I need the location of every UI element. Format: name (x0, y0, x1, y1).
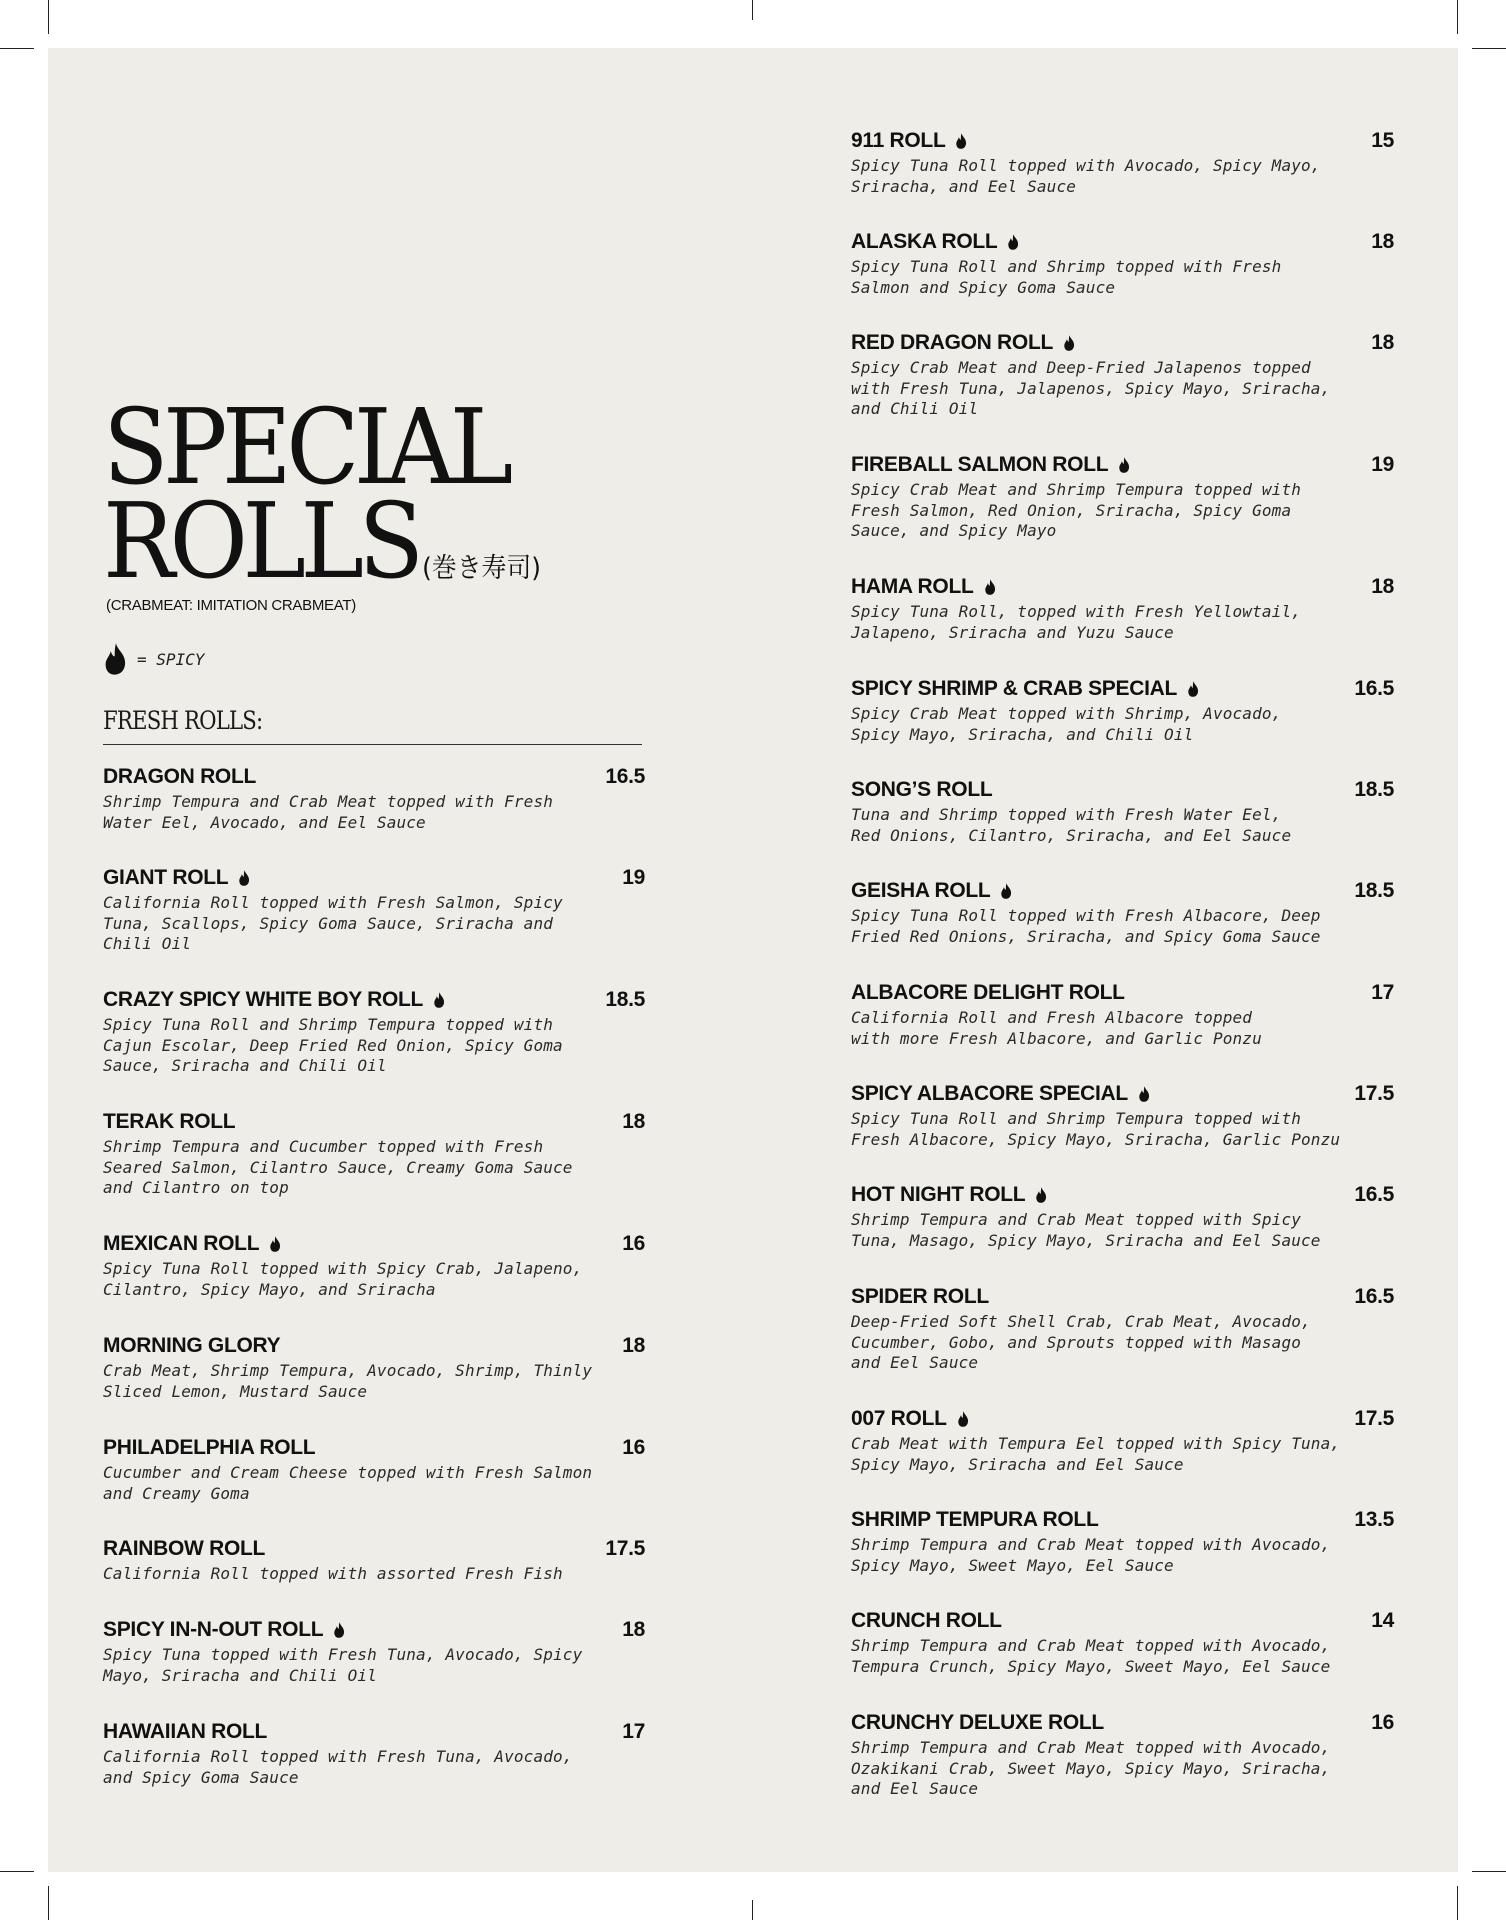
menu-item (103, 1333, 645, 1402)
menu-item-description: Shrimp Tempura and Crab Meat topped with Spicy Tuna, Masago, Spicy Mayo, Sriracha and Eel Sauce (851, 1210, 1321, 1250)
menu-item-description: Crab Meat with Tempura Eel topped with Spicy Tuna, Spicy Mayo, Sriracha and Eel Sauce (851, 1434, 1341, 1474)
menu-item-name (103, 1537, 265, 1561)
flame-icon (103, 643, 129, 675)
menu-item-name (103, 1232, 282, 1256)
menu-item-name (103, 1110, 235, 1134)
menu-item-price: 18 (1371, 575, 1394, 598)
menu-item-description: Spicy Crab Meat topped with Shrimp, Avocado, Spicy Mayo, Sriracha, and Chili Oil (851, 704, 1282, 744)
menu-item-name-text: DRAGON ROLL (103, 765, 257, 788)
flame-icon (238, 870, 251, 886)
menu-item (851, 980, 1394, 1049)
menu-item-price: 16.5 (1354, 677, 1394, 700)
menu-item (103, 1536, 645, 1585)
menu-item-price: 17 (1371, 981, 1394, 1004)
crabmeat-note: (CRABMEAT: IMITATION CRABMEAT) (106, 597, 356, 614)
menu-item-description: California Roll topped with Fresh Salmon, Spicy Tuna, Scallops, Spicy Goma Sauce, Sriracha and Chili Oil (103, 893, 563, 953)
crop-mark (48, 0, 49, 34)
crop-mark (0, 1871, 34, 1872)
menu-item (103, 1617, 645, 1686)
menu-item-name (103, 1334, 280, 1358)
menu-item-price: 19 (622, 866, 645, 889)
menu-item-name-text: FIREBALL SALMON ROLL (851, 453, 1109, 476)
menu-item (851, 1507, 1394, 1576)
menu-item-name (851, 1285, 989, 1309)
spicy-legend-label: = SPICY (137, 649, 205, 669)
menu-item-name-text: SPICY IN-N-OUT ROLL (103, 1618, 324, 1641)
menu-item-description: California Roll topped with assorted Fresh Fish (103, 1564, 563, 1583)
menu-item-description: Shrimp Tempura and Cucumber topped with Fresh Seared Salmon, Cilantro Sauce, Creamy Goma Sauce and Cilantro on top (103, 1137, 573, 1197)
menu-item-description: California Roll topped with Fresh Tuna, Avocado, and Spicy Goma Sauce (103, 1747, 573, 1787)
menu-item-description: Shrimp Tempura and Crab Meat topped with Avocado, Tempura Crunch, Spicy Mayo, Sweet Mayo, Eel Sauce (851, 1636, 1331, 1676)
menu-item-description: Shrimp Tempura and Crab Meat topped with Avocado, Spicy Mayo, Sweet Mayo, Eel Sauce (851, 1535, 1331, 1575)
crop-mark (752, 1900, 753, 1920)
menu-item-price: 16 (1371, 1711, 1394, 1734)
right-menu-column (851, 128, 1394, 1808)
menu-item (851, 1081, 1394, 1150)
menu-item (851, 574, 1394, 643)
menu-item-price: 18 (1371, 230, 1394, 253)
section-heading-fresh-rolls: FRESH ROLLS: (103, 706, 263, 735)
menu-item-description: Cucumber and Cream Cheese topped with Fresh Salmon and Creamy Goma (103, 1463, 593, 1503)
menu-item-price: 15 (1371, 129, 1394, 152)
menu-item-name (103, 765, 256, 789)
menu-item-price: 17 (622, 1720, 645, 1743)
menu-item-header (851, 229, 1394, 255)
menu-item-header (851, 1507, 1394, 1533)
menu-item-name-text: MORNING GLORY (103, 1334, 281, 1357)
menu-item-description: Spicy Crab Meat and Deep-Fried Jalapenos topped with Fresh Tuna, Jalapenos, Spicy Mayo, Sriracha, and Chili Oil (851, 358, 1331, 418)
menu-item-price: 17.5 (1354, 1082, 1394, 1105)
flame-icon (1063, 335, 1076, 351)
menu-item-name (851, 778, 992, 802)
menu-item-price: 18.5 (1354, 778, 1394, 801)
menu-item-price: 17.5 (605, 1537, 645, 1560)
menu-item-price: 18 (622, 1618, 645, 1641)
menu-item-price: 19 (1371, 453, 1394, 476)
menu-item-description: Crab Meat, Shrimp Tempura, Avocado, Shrimp, Thinly Sliced Lemon, Mustard Sauce (103, 1361, 593, 1401)
menu-item-header (851, 1406, 1394, 1432)
title-line-rolls: ROLLS (巻き寿司) (103, 480, 541, 602)
crop-mark (0, 48, 34, 49)
menu-item-name-text: 007 ROLL (851, 1407, 947, 1430)
menu-item-price: 18.5 (1354, 879, 1394, 902)
menu-item-name-text: SONG’S ROLL (851, 778, 993, 801)
flame-icon (984, 579, 997, 595)
crop-mark (1472, 48, 1506, 49)
menu-item (851, 1406, 1394, 1475)
menu-item-header (103, 1333, 645, 1359)
flame-icon (1000, 883, 1013, 899)
menu-item-name-text: RAINBOW ROLL (103, 1537, 266, 1560)
menu-item-price: 16.5 (605, 765, 645, 788)
menu-item-name (851, 1508, 1098, 1532)
menu-item-description: Spicy Tuna Roll topped with Spicy Crab, Jalapeno, Cilantro, Spicy Mayo, and Sriracha (103, 1259, 583, 1299)
menu-item-header (851, 1182, 1394, 1208)
menu-item-description: Spicy Tuna Roll topped with Fresh Albacore, Deep Fried Red Onions, Sriracha, and Spicy Goma Sauce (851, 906, 1321, 946)
menu-item-name (851, 331, 1076, 355)
menu-item-name-text: PHILADELPHIA ROLL (103, 1436, 316, 1459)
flame-icon (269, 1236, 282, 1252)
menu-item-header (103, 1719, 645, 1745)
left-menu-column (103, 764, 645, 1804)
menu-item-description: Shrimp Tempura and Crab Meat topped with Fresh Water Eel, Avocado, and Eel Sauce (103, 792, 554, 832)
menu-item-name (103, 1720, 267, 1744)
menu-title (103, 386, 579, 616)
menu-item (103, 1109, 645, 1199)
menu-item (103, 1435, 645, 1504)
menu-item-name-text: GIANT ROLL (103, 866, 229, 889)
menu-item-price: 16.5 (1354, 1183, 1394, 1206)
menu-item-name (851, 453, 1131, 477)
menu-item-header (851, 777, 1394, 803)
menu-item (851, 330, 1394, 420)
menu-item-name (851, 677, 1200, 701)
crop-mark (1457, 0, 1458, 34)
flame-icon (1007, 234, 1020, 250)
menu-item (851, 676, 1394, 745)
menu-item-name (103, 866, 251, 890)
menu-item-header (103, 987, 645, 1013)
menu-item-name-text: 911 ROLL (851, 129, 946, 152)
menu-item-price: 14 (1371, 1609, 1394, 1632)
menu-item-header (851, 574, 1394, 600)
menu-item-name (851, 1711, 1104, 1735)
menu-item-header (103, 1617, 645, 1643)
menu-item-description: Tuna and Shrimp topped with Fresh Water Eel, Red Onions, Cilantro, Sriracha, and Eel Sauce (851, 805, 1292, 845)
menu-item-price: 13.5 (1354, 1508, 1394, 1531)
menu-item (851, 452, 1394, 542)
menu-item-name-text: SHRIMP TEMPURA ROLL (851, 1508, 1099, 1531)
menu-item-price: 17.5 (1354, 1407, 1394, 1430)
menu-item-header (851, 330, 1394, 356)
menu-item-description: Spicy Crab Meat and Shrimp Tempura topped with Fresh Salmon, Red Onion, Sriracha, Spicy Goma Sauce, and Spicy Mayo (851, 480, 1302, 540)
menu-item-price: 16 (622, 1436, 645, 1459)
menu-item-description: Spicy Tuna Roll topped with Avocado, Spicy Mayo, Sriracha, and Eel Sauce (851, 156, 1321, 196)
menu-item-name (103, 1436, 315, 1460)
menu-item (851, 777, 1394, 846)
menu-item-name-text: TERAK ROLL (103, 1110, 236, 1133)
menu-item-description: Spicy Tuna Roll, topped with Fresh Yellowtail, Jalapeno, Sriracha and Yuzu Sauce (851, 602, 1302, 642)
menu-item-name-text: ALBACORE DELIGHT ROLL (851, 981, 1125, 1004)
menu-item-header (103, 1109, 645, 1135)
menu-item-name (851, 1082, 1151, 1106)
menu-item-name-text: MEXICAN ROLL (103, 1232, 260, 1255)
menu-item (851, 1182, 1394, 1251)
menu-item-header (851, 452, 1394, 478)
menu-item-price: 18 (1371, 331, 1394, 354)
menu-item (103, 764, 645, 833)
menu-item-name-text: SPIDER ROLL (851, 1285, 989, 1308)
menu-item-price: 18 (622, 1110, 645, 1133)
menu-item-name-text: GEISHA ROLL (851, 879, 991, 902)
menu-item-header (103, 1536, 645, 1562)
menu-item-name (851, 230, 1020, 254)
spicy-legend (103, 643, 204, 675)
crop-mark (752, 0, 753, 20)
flame-icon (1118, 457, 1131, 473)
menu-item-description: Shrimp Tempura and Crab Meat topped with Avocado, Ozakikani Crab, Sweet Mayo, Spicy Mayo, Sriracha, and Eel Sauce (851, 1738, 1331, 1798)
menu-item-header (851, 878, 1394, 904)
section-divider (103, 744, 642, 745)
menu-item-header (851, 1081, 1394, 1107)
menu-item-name (851, 981, 1125, 1005)
menu-item-name-text: SPICY ALBACORE SPECIAL (851, 1082, 1128, 1105)
menu-item (851, 1608, 1394, 1677)
menu-item (103, 1719, 645, 1788)
menu-item-name-text: HOT NIGHT ROLL (851, 1183, 1026, 1206)
menu-item-header (851, 128, 1394, 154)
menu-item-price: 18 (622, 1334, 645, 1357)
menu-item-name (851, 879, 1013, 903)
menu-item-description: California Roll and Fresh Albacore topped with more Fresh Albacore, and Garlic Ponzu (851, 1008, 1262, 1048)
menu-item-description: Deep-Fried Soft Shell Crab, Crab Meat, Avocado, Cucumber, Gobo, and Sprouts topped with Masago and Eel Sauce (851, 1312, 1311, 1372)
menu-item-price: 18.5 (605, 988, 645, 1011)
menu-item-header (851, 1710, 1394, 1736)
flame-icon (333, 1622, 346, 1638)
menu-item-name-text: HAWAIIAN ROLL (103, 1720, 268, 1743)
menu-item-name (851, 129, 968, 153)
menu-item-header (103, 764, 645, 790)
crop-mark (48, 1886, 49, 1920)
menu-item-description: Spicy Tuna Roll and Shrimp topped with Fresh Salmon and Spicy Goma Sauce (851, 257, 1282, 297)
menu-item-name (103, 988, 446, 1012)
menu-item (103, 987, 645, 1077)
menu-item (103, 1231, 645, 1300)
menu-item-description: Spicy Tuna topped with Fresh Tuna, Avocado, Spicy Mayo, Sriracha and Chili Oil (103, 1645, 583, 1685)
crop-mark (1457, 1886, 1458, 1920)
crop-mark (1472, 1871, 1506, 1872)
menu-item-name (851, 1183, 1048, 1207)
menu-item (851, 229, 1394, 298)
title-japanese: (巻き寿司) (422, 553, 541, 584)
flame-icon (1187, 681, 1200, 697)
flame-icon (955, 133, 968, 149)
menu-item-header (103, 1231, 645, 1257)
menu-item-header (103, 865, 645, 891)
menu-item-name-text: HAMA ROLL (851, 575, 974, 598)
menu-item-name-text: RED DRAGON ROLL (851, 331, 1053, 354)
menu-item-price: 16 (622, 1232, 645, 1255)
menu-item-header (103, 1435, 645, 1461)
menu-item-name (851, 1407, 970, 1431)
menu-item-header (851, 1284, 1394, 1310)
menu-item-price: 16.5 (1354, 1285, 1394, 1308)
menu-item (851, 878, 1394, 947)
menu-item-name-text: CRUNCH ROLL (851, 1609, 1002, 1632)
menu-item-name (103, 1618, 346, 1642)
menu-item-name-text: ALASKA ROLL (851, 230, 998, 253)
menu-item (851, 128, 1394, 197)
flame-icon (957, 1411, 970, 1427)
flame-icon (433, 992, 446, 1008)
menu-item-description: Spicy Tuna Roll and Shrimp Tempura topped with Fresh Albacore, Spicy Mayo, Sriracha, Garlic Ponzu (851, 1109, 1341, 1149)
menu-item-header (851, 980, 1394, 1006)
menu-item (851, 1284, 1394, 1374)
menu-item (851, 1710, 1394, 1800)
menu-item (103, 865, 645, 955)
flame-icon (1138, 1086, 1151, 1102)
menu-item-name (851, 575, 997, 599)
menu-item-name-text: SPICY SHRIMP & CRAB SPECIAL (851, 677, 1178, 700)
menu-item-name-text: CRUNCHY DELUXE ROLL (851, 1711, 1104, 1734)
menu-item-name (851, 1609, 1002, 1633)
title-line-special: SPECIAL (103, 386, 508, 508)
menu-item-header (851, 1608, 1394, 1634)
flame-icon (1035, 1187, 1048, 1203)
menu-item-description: Spicy Tuna Roll and Shrimp Tempura topped with Cajun Escolar, Deep Fried Red Onion, Spicy Goma Sauce, Sriracha and Chili Oil (103, 1015, 563, 1075)
menu-item-header (851, 676, 1394, 702)
menu-item-name-text: CRAZY SPICY WHITE BOY ROLL (103, 988, 424, 1011)
